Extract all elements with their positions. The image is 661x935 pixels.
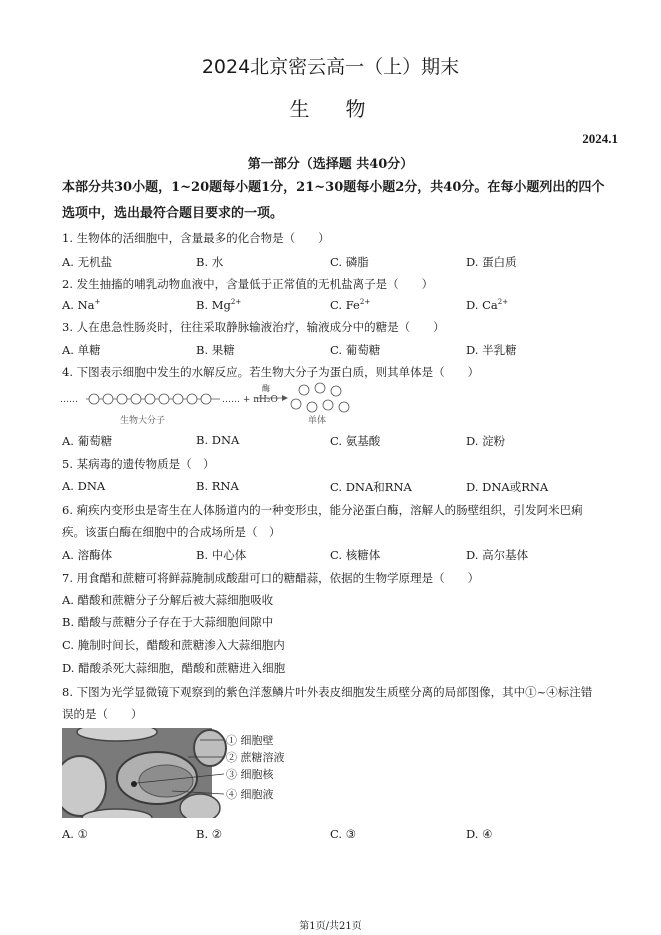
- exam-date: 2024.1: [582, 131, 618, 146]
- option-b: B. RNA: [196, 479, 239, 493]
- option-b: B. 果糖: [196, 343, 235, 357]
- question-stem-line2: 疾。该蛋白酶在细胞中的合成场所是（ ）: [62, 525, 281, 539]
- option-b: B. ②: [196, 827, 223, 841]
- question-stem-line2: 误的是（ ）: [62, 707, 143, 721]
- hydrolysis-diagram: [60, 380, 360, 428]
- label-2: ② 蔗糖溶液: [226, 751, 285, 764]
- label-1: ① 细胞壁: [226, 734, 274, 747]
- question-stem: 7. 用食醋和蔗糖可将鲜蒜腌制成酸甜可口的糖醋蒜，依据的生物学原理是（ ）: [62, 571, 480, 585]
- option-a: A. 无机盐: [62, 255, 113, 269]
- question-stem: 4. 下图表示细胞中发生的水解反应。若生物大分子为蛋白质，则其单体是（ ）: [62, 365, 480, 379]
- option-b: B. 中心体: [196, 548, 247, 562]
- label-4: ④ 细胞液: [226, 788, 274, 801]
- monomer-label: 单体: [308, 416, 327, 426]
- page-footer: 第1页/共21页: [299, 921, 362, 932]
- option-a: A. 溶酶体: [62, 548, 113, 562]
- option-b: B. 醋酸与蔗糖分子存在于大蒜细胞间隙中: [62, 615, 274, 629]
- option-a: A. DNA: [62, 479, 106, 493]
- exam-title: 2024北京密云高一（上）期末: [201, 56, 460, 78]
- dots-left: ……: [60, 395, 78, 405]
- question-stem: 2. 发生抽搐的哺乳动物血液中，含量低于正常值的无机盐离子是（ ）: [62, 277, 434, 291]
- option-a: A. 单糖: [62, 343, 101, 357]
- option-d: D. 高尔基体: [466, 548, 529, 562]
- macromolecule-label: 生物大分子: [120, 416, 166, 426]
- option-a: A. ①: [62, 827, 88, 841]
- label-3: ③ 细胞核: [226, 768, 274, 781]
- question-stem: 5. 某病毒的遗传物质是（ ）: [62, 457, 215, 471]
- option-d: D. 醋酸杀死大蒜细胞，醋酸和蔗糖进入细胞: [62, 661, 286, 675]
- option-d: D. $Ca^{2+}$: [466, 298, 509, 312]
- option-a: A. Na+: [62, 298, 101, 312]
- option-c: C. 磷脂: [330, 255, 369, 269]
- enzyme-label: 酶: [262, 384, 270, 393]
- option-c: C. $Fe^{2+}$: [330, 298, 371, 312]
- question-stem: 3. 人在患急性肠炎时，往往采取静脉输液治疗，输液成分中的糖是（ ）: [62, 320, 445, 334]
- option-a: A. 醋酸和蔗糖分子分解后被大蒜细胞吸收: [62, 593, 274, 607]
- option-d: D. DNA或RNA: [466, 480, 549, 494]
- option-d: D. 淀粉: [466, 434, 506, 448]
- question-stem-line1: 6. 痢疾内变形虫是寄生在人体肠道内的一种变形虫，能分泌蛋白酶，溶解人的肠壁组织，引发阿米巴痢: [62, 503, 583, 517]
- option-d: D. 半乳糖: [466, 343, 517, 357]
- option-d: D. ④: [466, 827, 493, 841]
- option-c: C. 氨基酸: [330, 434, 381, 448]
- option-b: B. 水: [196, 255, 224, 269]
- option-c: C. 腌制时间长，醋酸和蔗糖渗入大蒜细胞内: [62, 638, 285, 652]
- section-heading: 第一部分（选择题 共40分）: [247, 157, 414, 172]
- micrograph-figure: [62, 728, 312, 818]
- option-d: D. 蛋白质: [466, 255, 517, 269]
- option-b: B. DNA: [196, 433, 240, 447]
- question-stem: 1. 生物体的活细胞中，含量最多的化合物是（ ）: [62, 231, 330, 245]
- option-b: B. $Mg^{2+}$: [196, 298, 242, 312]
- option-a: A. 葡萄糖: [62, 434, 113, 448]
- option-c: C. ③: [330, 827, 357, 841]
- plus-water: …… + nH₂O: [222, 395, 278, 405]
- polymer-chain: [89, 394, 211, 404]
- subject-title: 生物: [289, 97, 402, 121]
- monomers: [291, 383, 349, 412]
- question-stem-line1: 8. 下图为光学显微镜下观察到的紫色洋葱鳞片叶外表皮细胞发生质壁分离的局部图像，其中①~④标注错: [62, 685, 593, 699]
- option-c: C. 葡萄糖: [330, 343, 381, 357]
- option-c: C. 核糖体: [330, 548, 381, 562]
- instructions: 本部分共30小题，1~20题每小题1分，21~30题每小题2分，共40分。在每小题列出的四个选项中，选出最符合题目要求的一项。: [62, 180, 605, 221]
- option-c: C. DNA和RNA: [330, 480, 412, 494]
